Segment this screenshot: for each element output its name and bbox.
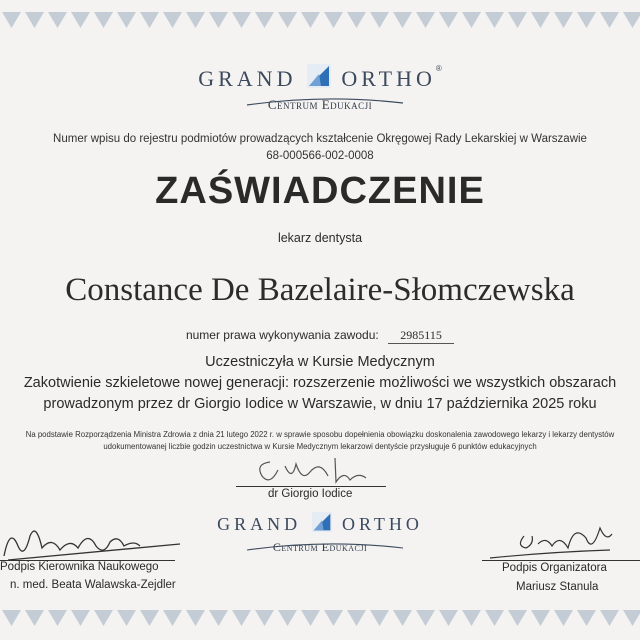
course-line-1: Uczestniczyła w Kursie Medycznym	[205, 354, 435, 370]
licence-row	[0, 328, 640, 344]
logo-word-grand: GRAND	[198, 65, 297, 91]
course-line-2: Zakotwienie szkieletowe nowej generacji: rozszerzenie możliwości we wszystkich obszarach	[23, 375, 617, 391]
logo-word-ortho: ORTHO	[341, 65, 436, 91]
logo-swoosh-bottom	[245, 541, 405, 553]
triangle-pattern-top	[0, 6, 640, 32]
border-bottom	[0, 604, 640, 630]
scientific-head-label: Podpis Kierownika Naukowego	[0, 561, 159, 573]
scientific-head-name: n. med. Beata Walawska-Zejdler	[10, 579, 176, 591]
scientific-head-signature-scribble	[0, 516, 190, 566]
organizer-label: Podpis Organizatora	[502, 562, 607, 574]
logo-word-grand: GRAND	[217, 514, 302, 534]
legal-line-1: Na podstawie Rozporządzenia Ministra Zdrowia z dnia 21 lutego 2022 r. w sprawie sposobu dopełnienia obowiązku doskonalenia zawodowego lekarzy i lekarzy dentystów	[25, 430, 615, 439]
licence-label: numer prawa wykonywania zawodu:	[185, 328, 379, 342]
registry-number: 68-000566-002-0008	[266, 150, 374, 162]
lecturer-name: dr Giorgio Iodice	[268, 488, 353, 500]
registry-line: Numer wpisu do rejestru podmiotów prowadzących kształcenie Okręgowej Rady Lekarskiej w Warszawie	[53, 133, 587, 145]
course-line-3: prowadzonym przez dr Giorgio Iodice w Warszawie, w dniu 17 października 2025 roku	[43, 396, 597, 412]
lecturer-signature-line	[236, 486, 386, 487]
logo-mark-icon	[312, 512, 332, 537]
logo-subtitle: Centrum Edukacji	[272, 540, 368, 554]
recipient-name: Constance De Bazelaire-Słomczewska	[65, 272, 575, 308]
organizer-name: Mariusz Stanula	[516, 581, 599, 593]
licence-number: 2985115	[388, 328, 454, 344]
logo-word-ortho: ORTHO	[342, 514, 423, 534]
logo-swoosh-top	[245, 96, 405, 108]
organizer-signature-scribble	[480, 514, 630, 564]
border-top	[0, 6, 640, 32]
certificate-title: ZAŚWIADCZENIE	[155, 170, 485, 212]
course-info	[0, 352, 640, 415]
legal-line-2: udokumentowanej liczbie godzin uczestnictwa w Kursie Medycznym lekarzowi dentyście przysługuje 6 punktów edukacyjnych	[103, 442, 537, 451]
profession: lekarz dentysta	[277, 231, 363, 245]
registry-info	[0, 131, 640, 165]
logo-mark-icon	[307, 64, 331, 93]
legal-note	[0, 429, 640, 453]
organizer-signature-line	[482, 560, 640, 561]
registered-mark: ®	[435, 64, 442, 73]
triangle-pattern-bottom	[0, 604, 640, 630]
logo-subtitle: Centrum Edukacji	[267, 97, 373, 112]
